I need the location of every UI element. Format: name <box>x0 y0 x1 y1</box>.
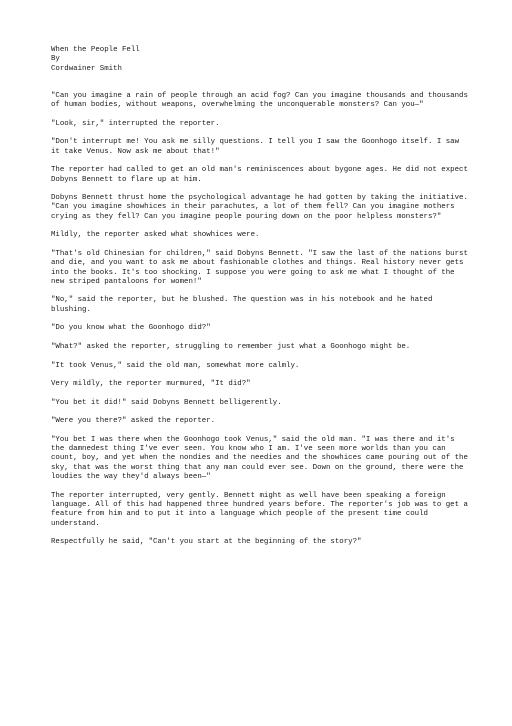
paragraph-16: The reporter interrupted, very gently. Bennett might as well have been speaking a foreign language. All of this had happened three hundred years before. The reporter's job was to get a feature from him and to put it into a language which people of the present time could understand. <box>51 491 468 528</box>
paragraph-7: "That's old Chinesian for children," said Dobyns Bennett. "I saw the last of the nations burst and die, and you want to ask me about fashionable clothes and things. Real history never gets into the books. It's too shocking. I suppose you were going to ask me what I thought of the new striped pantaloons for women!" <box>51 249 468 286</box>
paragraph-1: "Can you imagine a rain of people through an acid fog? Can you imagine thousands and thousands of human bodies, without weapons, overwhelming the unconquerable monsters? Can you—" <box>51 91 468 110</box>
document-page <box>51 46 471 557</box>
author-name: Cordwainer Smith <box>51 64 122 73</box>
paragraph-9: "Do you know what the Goonhogo did?" <box>51 324 211 333</box>
paragraph-10: "What?" asked the reporter, struggling to remember just what a Goonhogo might be. <box>51 342 411 351</box>
paragraph-8: "No," said the reporter, but he blushed. The question was in his notebook and he hated blushing. <box>51 296 433 314</box>
paragraph-15: "You bet I was there when the Goonhogo took Venus," said the old man. "I was there and it's the damnedest thing I've ever seen. You know who I am. I've seen more worlds than you can count, boy, and yet when the nondies and the needies and the showhices came pouring out of the sky, that was the worst thing that any man could ever see. Down on the ground, there were the loudies the way they'd always been—" <box>51 435 468 482</box>
paragraph-4: The reporter had called to get an old man's reminiscences about bygone ages. He did not expect Dobyns Bennett to flare up at him. <box>51 166 468 184</box>
paragraph-12: Very mildly, the reporter murmured, "It did?" <box>51 380 251 389</box>
paragraph-11: "It took Venus," said the old man, somewhat more calmly. <box>51 361 300 370</box>
paragraph-3: "Don't interrupt me! You ask me silly questions. I tell you I saw the Goonhogo itself. I saw it take Venus. Now ask me about that!" <box>51 138 460 156</box>
paragraph-13: "You bet it did!" said Dobyns Bennett belligerently. <box>51 398 282 407</box>
document-header <box>51 46 471 74</box>
paragraph-17: Respectfully he said, "Can't you start at the beginning of the story?" <box>51 538 362 547</box>
paragraph-2: "Look, sir," interrupted the reporter. <box>51 119 220 128</box>
byline-prefix: By <box>51 55 60 64</box>
document-body <box>51 92 471 548</box>
paragraph-5: Dobyns Bennett thrust home the psychological advantage he had gotten by taking the initiative. "Can you imagine showhices in their parachutes, a lot of them fell? Can you imagine mothers crying as they fell? Can you imagine people pouring down on the poor helpless monsters?" <box>51 194 468 221</box>
paragraph-14: "Were you there?" asked the reporter. <box>51 417 216 426</box>
document-title: When the People Fell <box>51 46 140 54</box>
paragraph-6: Mildly, the reporter asked what showhices were. <box>51 231 260 240</box>
